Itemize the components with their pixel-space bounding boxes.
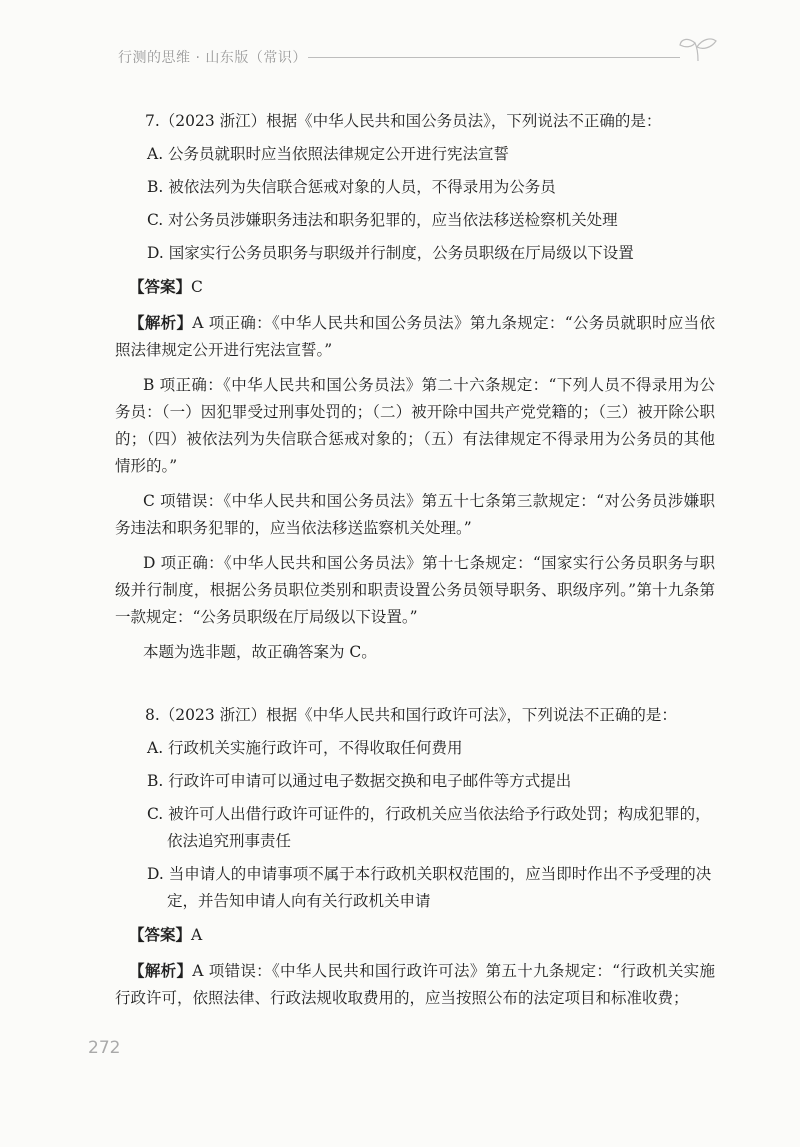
option-c: C. 被许可人出借行政许可证件的，行政机关应当依法给予行政处罚；构成犯罪的，依法追究刑事责任 <box>147 805 711 850</box>
analysis-a: 【解析】A 项正确：《中华人民共和国公务员法》第九条规定：“公务员就职时应当依照法律规定公开进行宪法宣誓。” <box>115 313 715 359</box>
answer-line <box>129 921 715 949</box>
sprout-leaf-icon <box>678 33 718 63</box>
analysis-c: C 项错误：《中华人民共和国公务员法》第五十七条第三款规定：“对公务员涉嫌职务违法和职务犯罪的，应当依法移送监察机关处理。” <box>115 492 715 537</box>
answer-label: 【答案】 <box>129 925 192 944</box>
answer-value: A <box>191 926 203 944</box>
analysis-d: D 项正确：《中华人民共和国公务员法》第十七条规定：“国家实行公务员职务与职级并行制度，根据公务员职位类别和职责设置公务员领导职务、职级序列。”第十九条第一款规定：“公务员职级在厅局级以下设置。” <box>115 554 715 626</box>
answer-line <box>129 273 715 301</box>
analysis-label: 【解析】 <box>129 961 193 980</box>
page-header <box>0 0 800 80</box>
question-stem: 7.（2023 浙江）根据《中华人民共和国公务员法》，下列说法不正确的是： <box>145 112 662 130</box>
header-rule <box>308 57 680 58</box>
option-b: B. 被依法列为失信联合惩戒对象的人员，不得录用为公务员 <box>147 178 556 196</box>
analysis-label: 【解析】 <box>129 313 193 332</box>
analysis-b: B 项正确：《中华人民共和国公务员法》第二十六条规定：“下列人员不得录用为公务员：（一）因犯罪受过刑事处罚的；（二）被开除中国共产党党籍的；（三）被开除公职的；（四）被依法列为失信联合惩戒对象的；（五）有法律规定不得录用为公务员的其他情形的。” <box>115 376 715 475</box>
answer-label: 【答案】 <box>129 277 192 296</box>
question-7 <box>115 108 715 666</box>
option-a: A. 公务员就职时应当依照法律规定公开进行宪法宣誓 <box>147 145 510 163</box>
option-b: B. 行政许可申请可以通过电子数据交换和电子邮件等方式提出 <box>147 772 572 790</box>
option-a: A. 行政机关实施行政许可，不得收取任何费用 <box>147 739 463 757</box>
option-d: D. 国家实行公务员职务与职级并行制度，公务员职级在厅局级以下设置 <box>147 244 634 262</box>
page-number: 272 <box>88 1038 121 1058</box>
question-8 <box>115 702 715 1012</box>
option-c: C. 对公务员涉嫌职务违法和职务犯罪的，应当依法移送检察机关处理 <box>147 211 618 229</box>
analysis-conclusion: 本题为选非题，故正确答案为 C。 <box>143 643 377 661</box>
answer-value: C <box>191 278 203 296</box>
analysis-a: 【解析】A 项错误：《中华人民共和国行政许可法》第五十九条规定：“行政机关实施行政许可，依照法律、行政法规收取费用的，应当按照公布的法定项目和标准收费； <box>115 961 715 1007</box>
question-stem: 8.（2023 浙江）根据《中华人民共和国行政许可法》，下列说法不正确的是： <box>145 706 677 724</box>
running-head-title: 行测的思维 · 山东版（常识） <box>118 50 307 66</box>
option-d: D. 当申请人的申请事项不属于本行政机关职权范围的，应当即时作出不予受理的决定，并告知申请人向有关行政机关申请 <box>147 865 712 910</box>
page-content <box>115 108 715 1020</box>
